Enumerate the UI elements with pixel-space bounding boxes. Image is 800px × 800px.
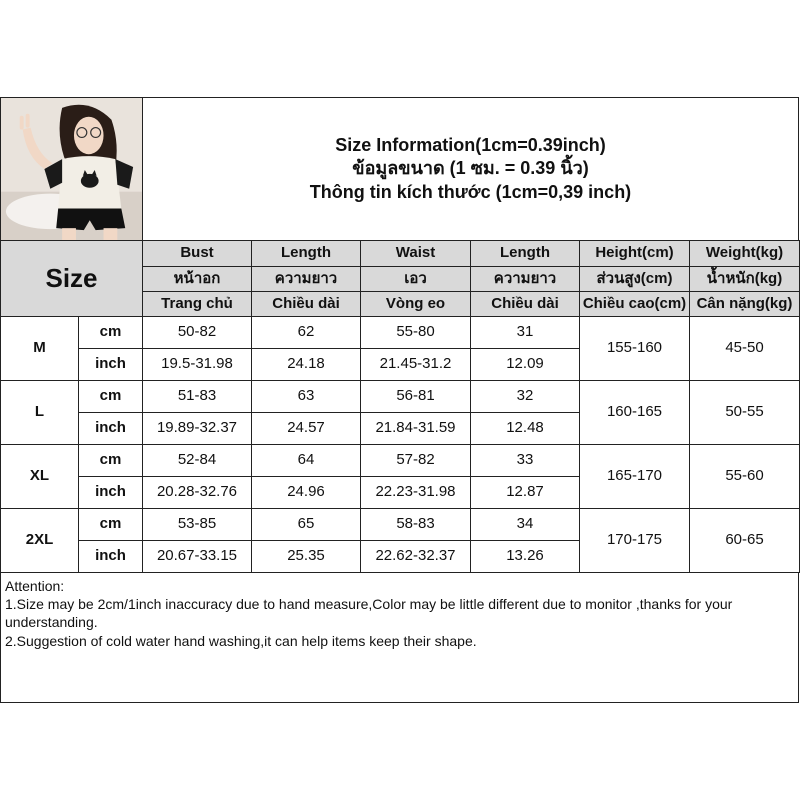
attention-notes: [0, 572, 799, 703]
measurement-cell: 12.09: [470, 348, 580, 381]
measurement-cell: 22.62-32.37: [360, 540, 471, 573]
column-header-th: ความยาว: [251, 266, 361, 293]
size-name: L: [0, 380, 79, 445]
column-header-th: เอว: [360, 266, 471, 293]
unit-label: inch: [78, 476, 143, 509]
measurement-cell: 20.67-33.15: [142, 540, 252, 573]
measurement-cell: 65: [251, 508, 361, 541]
unit-label: cm: [78, 380, 143, 413]
column-header-vi: Cân nặng(kg): [689, 291, 800, 318]
unit-label: cm: [78, 444, 143, 477]
measurement-cell: 20.28-32.76: [142, 476, 252, 509]
measurement-cell: 34: [470, 508, 580, 541]
weight-range: 55-60: [689, 444, 800, 509]
measurement-cell: 21.45-31.2: [360, 348, 471, 381]
height-range: 155-160: [579, 316, 690, 381]
column-header-vi: Vòng eo: [360, 291, 471, 318]
measurement-cell: 24.96: [251, 476, 361, 509]
column-header-en: Bust: [142, 240, 252, 267]
notes-heading: Attention:: [5, 578, 65, 594]
measurement-cell: 24.57: [251, 412, 361, 445]
measurement-cell: 55-80: [360, 316, 471, 349]
title-english: Size Information(1cm=0.39inch): [335, 134, 606, 155]
product-photo: [0, 97, 143, 241]
measurement-cell: 56-81: [360, 380, 471, 413]
size-header: Size: [0, 240, 143, 317]
measurement-cell: 53-85: [142, 508, 252, 541]
height-range: 170-175: [579, 508, 690, 573]
title-vietnamese: Thông tin kích thước (1cm=0,39 inch): [309, 181, 632, 202]
size-name: XL: [0, 444, 79, 509]
measurement-cell: 63: [251, 380, 361, 413]
measurement-cell: 13.26: [470, 540, 580, 573]
height-range: 165-170: [579, 444, 690, 509]
unit-label: inch: [78, 540, 143, 573]
column-header-vi: Trang chủ: [142, 291, 252, 318]
size-chart: [0, 97, 799, 703]
unit-label: inch: [78, 412, 143, 445]
weight-range: 60-65: [689, 508, 800, 573]
measurement-cell: 51-83: [142, 380, 252, 413]
measurement-cell: 33: [470, 444, 580, 477]
measurement-cell: 19.5-31.98: [142, 348, 252, 381]
size-name: 2XL: [0, 508, 79, 573]
measurement-cell: 31: [470, 316, 580, 349]
measurement-cell: 21.84-31.59: [360, 412, 471, 445]
column-header-th: ความยาว: [470, 266, 580, 293]
unit-label: cm: [78, 316, 143, 349]
measurement-cell: 22.23-31.98: [360, 476, 471, 509]
note-2: 2.Suggestion of cold water hand washing,it can help items keep their shape.: [5, 632, 477, 649]
height-range: 160-165: [579, 380, 690, 445]
title-thai: ข้อมูลขนาด (1 ซม. = 0.39 นิ้ว): [352, 158, 589, 179]
weight-range: 45-50: [689, 316, 800, 381]
column-header-en: Height(cm): [579, 240, 690, 267]
unit-label: inch: [78, 348, 143, 381]
column-header-th: หน้าอก: [142, 266, 252, 293]
measurement-cell: 58-83: [360, 508, 471, 541]
column-header-vi: Chiều dài: [251, 291, 361, 318]
measurement-cell: 24.18: [251, 348, 361, 381]
measurement-cell: 25.35: [251, 540, 361, 573]
measurement-cell: 12.87: [470, 476, 580, 509]
measurement-cell: 64: [251, 444, 361, 477]
measurement-cell: 62: [251, 316, 361, 349]
measurement-cell: 52-84: [142, 444, 252, 477]
size-name: M: [0, 316, 79, 381]
unit-label: cm: [78, 508, 143, 541]
column-header-en: Weight(kg): [689, 240, 800, 267]
note-1: 1.Size may be 2cm/1inch inaccuracy due to hand measure,Color may be little different due to monitor ,thanks for your understanding.: [5, 596, 733, 631]
measurement-cell: 12.48: [470, 412, 580, 445]
model-image: [1, 98, 142, 240]
measurement-cell: 50-82: [142, 316, 252, 349]
measurement-cell: 32: [470, 380, 580, 413]
column-header-th: ส่วนสูง(cm): [579, 266, 690, 293]
column-header-th: น้ำหนัก(kg): [689, 266, 800, 293]
column-header-en: Length: [251, 240, 361, 267]
column-header-vi: Chiều cao(cm): [579, 291, 690, 318]
column-header-en: Waist: [360, 240, 471, 267]
weight-range: 50-55: [689, 380, 800, 445]
column-header-vi: Chiều dài: [470, 291, 580, 318]
measurement-cell: 57-82: [360, 444, 471, 477]
measurement-cell: 19.89-32.37: [142, 412, 252, 445]
column-header-en: Length: [470, 240, 580, 267]
title-block: [142, 97, 799, 241]
